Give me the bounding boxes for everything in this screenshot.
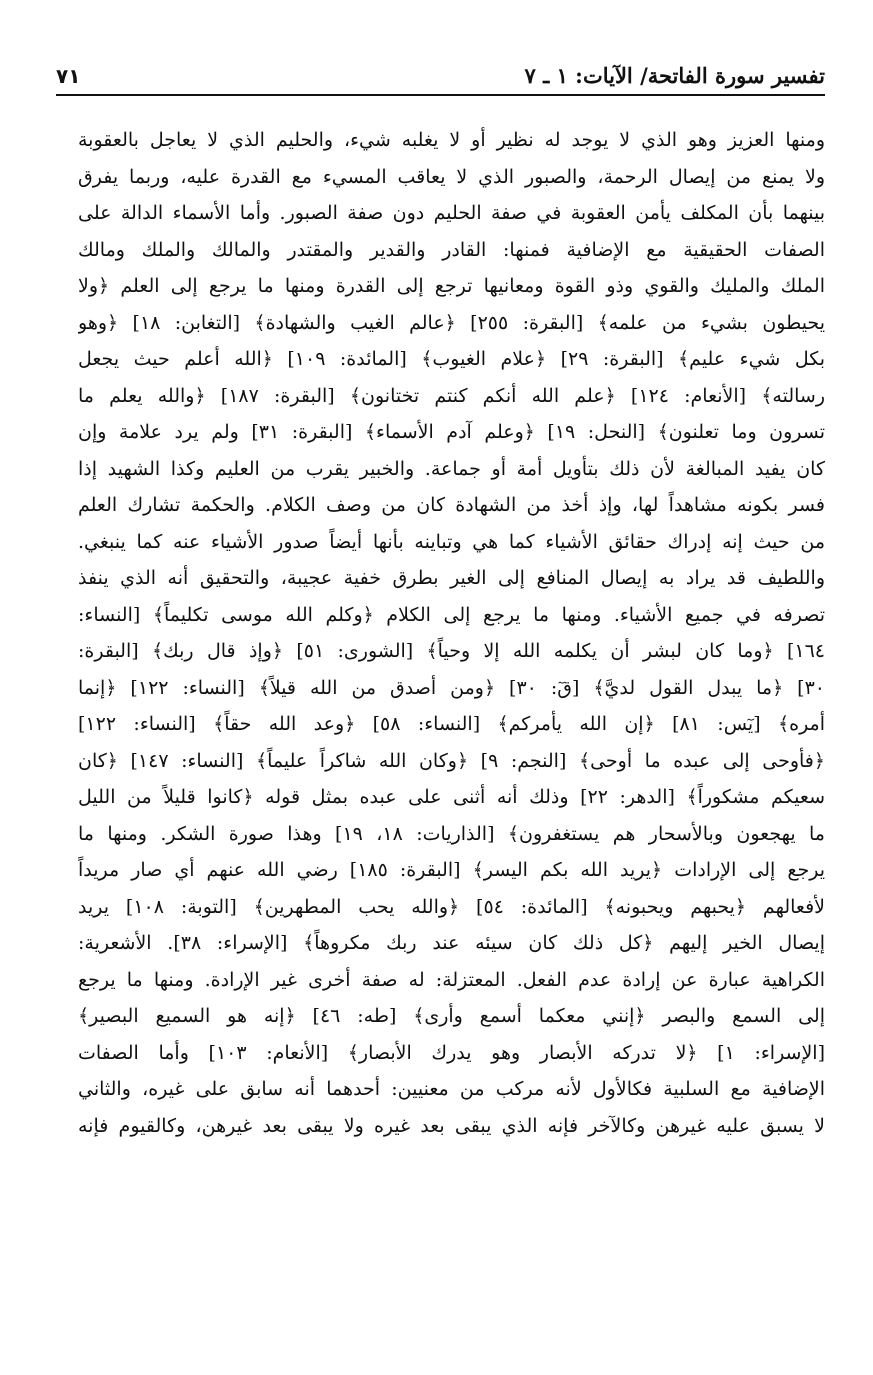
text-line: رسالته﴾ [الأنعام: ١٢٤] ﴿علم الله أنكم كنتم تختانون﴾ [البقرة: ١٨٧] ﴿والله يعلم ما <box>78 384 825 407</box>
text-line: فسر بكونه مشاهداً لها، وإذ أخذ من الشهادة كان من وصف الكلام. والحكمة تشارك العلم <box>78 494 825 516</box>
text-line: تسرون وما تعلنون﴾ [النحل: ١٩] ﴿وعلم آدم الأسماء﴾ [البقرة: ٣١] ولم يرد علامة وإن <box>78 421 825 443</box>
text-line: الكراهية عبارة عن إرادة عدم الفعل. المعتزلة: له صفة أخرى غير الإرادة. ومنها ما يرجع <box>78 968 825 991</box>
text-line: بينهما بأن المكلف يأمن العقوبة في صفة الحليم دون صفة الصبور. وأما الأسماء الدالة على <box>78 202 825 224</box>
text-line: الملك والمليك والقوي وذو القوة ومعانيها ترجع إلى القدرة ومنها ما يرجع إلى العلم ﴿ولا <box>78 275 825 297</box>
header-rule <box>56 94 825 96</box>
text-line: الصفات الحقيقية مع الإضافية فمنها: القادر والقدير والمقتدر والمالك والملك ومالك <box>78 238 825 261</box>
text-line: بكل شيء عليم﴾ [البقرة: ٢٩] ﴿علام الغيوب﴾ [المائدة: ١٠٩] ﴿الله أعلم حيث يجعل <box>78 348 825 370</box>
body-text <box>78 122 825 1272</box>
text-line: إلى السمع والبصر ﴿إنني معكما أسمع وأرى﴾ [طه: ٤٦] ﴿إنه هو السميع البصير﴾ <box>78 1005 825 1027</box>
text-line <box>78 1144 825 1181</box>
text-line: واللطيف قد يراد به إيصال المنافع إلى الغير بطرق خفية عجيبة، والتحقيق أنه الذي ينفذ <box>78 567 825 589</box>
text-line: كان يفيد المبالغة لأن ذلك بتأويل أمة أو جماعة. والخبير يقرب من العليم وكذا الشهيد إذا <box>78 457 825 480</box>
text-line: تصرفه في جميع الأشياء. ومنها ما يرجع إلى الكلام ﴿وكلم الله موسى تكليماً﴾ [النساء: <box>78 603 825 626</box>
text-line: يرجع إلى الإرادات ﴿يريد الله بكم اليسر﴾ [البقرة: ١٨٥] رضي الله عنهم أي صار مريداً <box>78 859 825 881</box>
text-line: إيصال الخير إليهم ﴿كل ذلك كان سيئه عند ربك مكروهاً﴾ [الإسراء: ٣٨]. الأشعرية: <box>78 932 825 954</box>
running-head <box>56 56 825 90</box>
text-line: يحيطون بشيء من علمه﴾ [البقرة: ٢٥٥] ﴿عالم الغيب والشهادة﴾ [التغابن: ١٨] ﴿وهو <box>78 311 825 334</box>
text-line: ٣٠] ﴿ما يبدل القول لديَّ﴾ [قٓ: ٣٠] ﴿ومن أصدق من الله قيلاً﴾ [النساء: ١٢٢] ﴿إنما <box>78 676 825 699</box>
text-line: الإضافية مع السلبية فكالأول لأنه مركب من معنيين: أحدهما أنه سابق على غيره، والثاني <box>78 1078 825 1100</box>
text-line: ١٦٤] ﴿وما كان لبشر أن يكلمه الله إلا وحياً﴾ [الشورى: ٥١] ﴿وإذ قال ربك﴾ [البقرة: <box>78 640 825 662</box>
text-line: لا يسبق عليه غيرهن وكالآخر فإنه الذي يبقى بعد غيره ولا يبقى بعد غيرهن، وكالقيوم فإنه <box>78 1114 825 1137</box>
text-line: ﴿فأوحى إلى عبده ما أوحى﴾ [النجم: ٩] ﴿وكان الله شاكراً عليماً﴾ [النساء: ١٤٧] ﴿كان <box>78 749 825 772</box>
text-line: ما يهجعون وبالأسحار هم يستغفرون﴾ [الذاريات: ١٨، ١٩] وهذا صورة الشكر. ومنها ما <box>78 822 825 845</box>
text-line: [الإسراء: ١] ﴿لا تدركه الأبصار وهو يدرك الأبصار﴾ [الأنعام: ١٠٣] وأما الصفات <box>78 1041 825 1064</box>
page-number: ٧١ <box>56 64 81 88</box>
text-line: ومنها العزيز وهو الذي لا يوجد له نظير أو لا يغلبه شيء، والحليم الذي لا يعاجل بالعقوبة <box>78 129 825 151</box>
chapter-title: تفسير سورة الفاتحة/ الآيات: ١ ـ ٧ <box>524 63 825 88</box>
text-line: سعيكم مشكوراً﴾ [الدهر: ٢٢] وذلك أنه أثنى على عبده بمثل قوله ﴿كانوا قليلاً من الليل <box>78 786 825 808</box>
text-line: أمره﴾ [يٓس: ٨١] ﴿إن الله يأمركم﴾ [النساء: ٥٨] ﴿وعد الله حقاً﴾ [النساء: ١٢٢] <box>78 713 825 735</box>
text-line: لأفعالهم ﴿يحبهم ويحبونه﴾ [المائدة: ٥٤] ﴿والله يحب المطهرين﴾ [التوبة: ١٠٨] يريد <box>78 895 825 918</box>
text-line: ولا يمنع من إيصال الرحمة، والصبور الذي لا يعاقب المسيء مع القدرة عليه، وربما يفرق <box>78 165 825 188</box>
text-line: من حيث إنه إدراك حقائق الأشياء كما هي وتباينه بأنها أيضاً صدور الأشياء عنه كما ينبغي. <box>78 530 825 553</box>
